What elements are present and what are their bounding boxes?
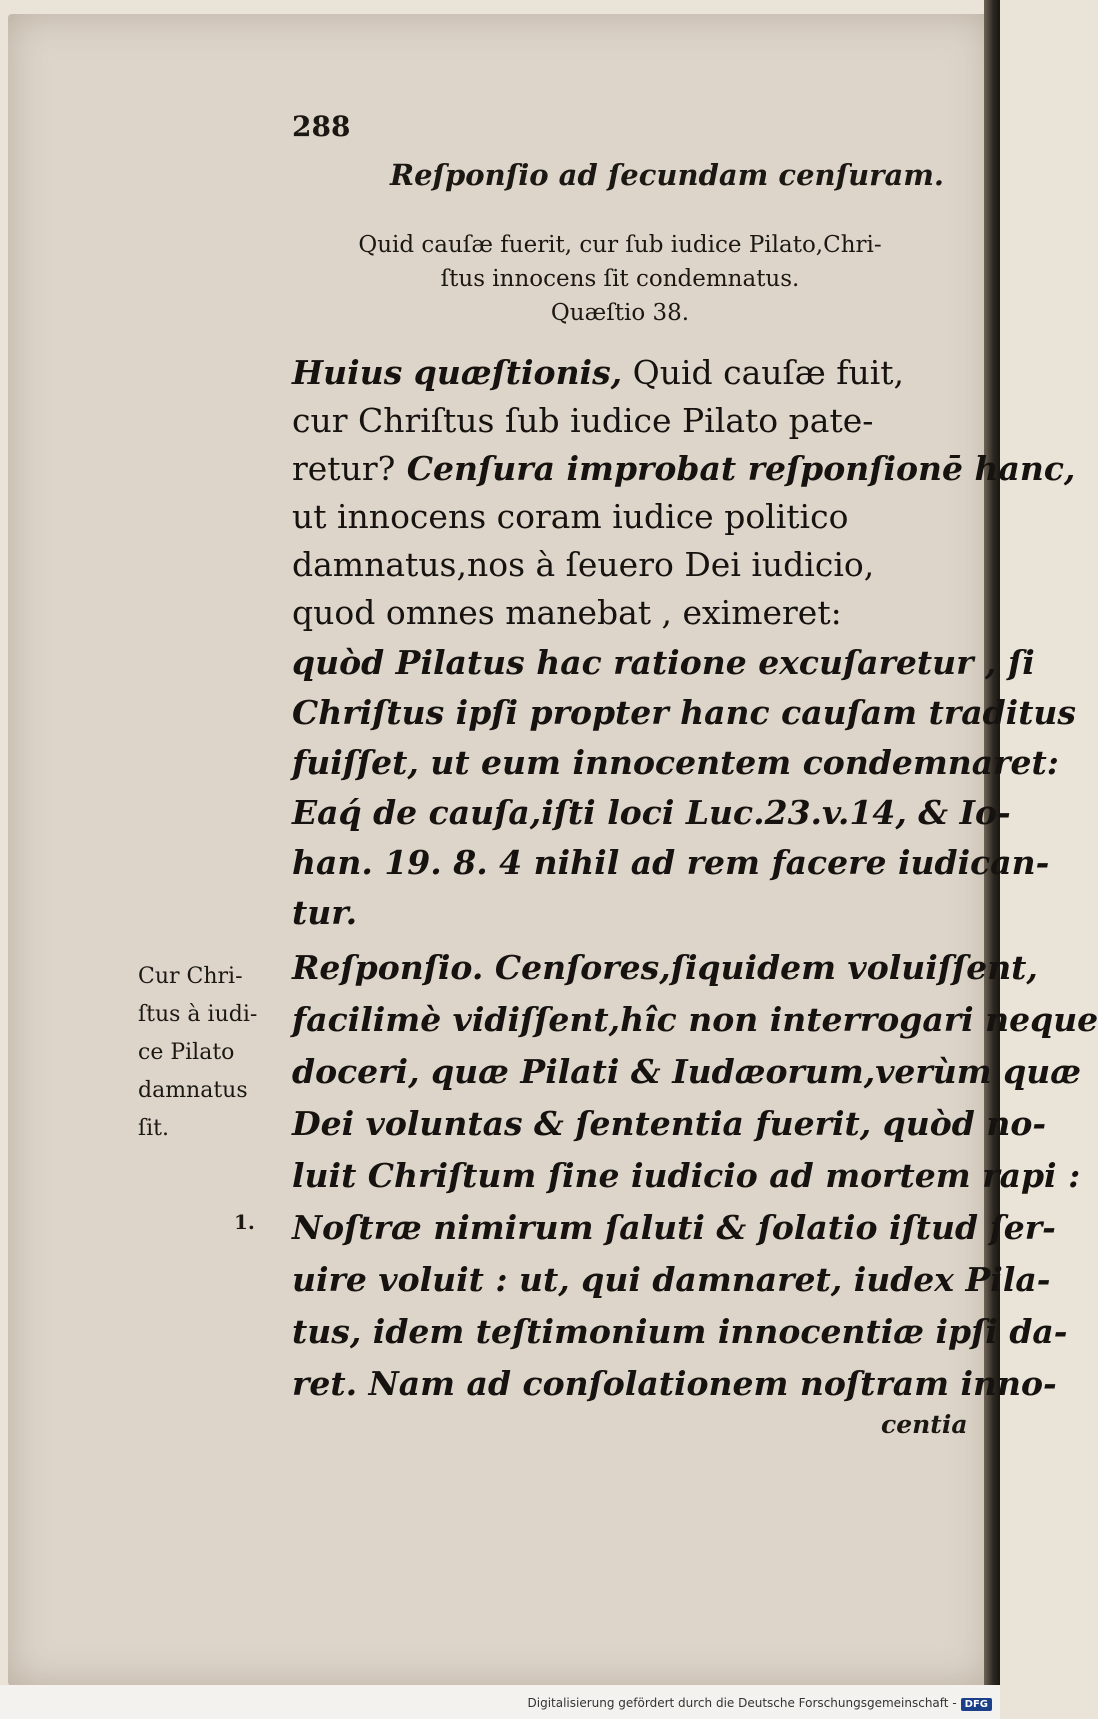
question-number: Quæſtio 38.: [550, 300, 690, 326]
page-number: 288: [292, 110, 351, 143]
question-title-line: Quid cauſæ fuerit, cur ſub iudice Pilato,Chri-: [358, 232, 882, 258]
catchword: centia: [881, 1410, 968, 1439]
marginal-note-line: Cur Chri-: [138, 964, 243, 989]
text-line: doceri, quæ Pilati & Iudæorum,verùm quæ: [292, 1052, 1082, 1091]
marginal-note: [138, 958, 288, 1148]
text-line: Noſtræ nimirum ſaluti & ſolatio iſtud ſer-: [292, 1208, 1056, 1247]
text-line: fuiſſet, ut eum innocentem condemnaret:: [292, 743, 1059, 782]
marginal-note-line: ſit.: [138, 1116, 170, 1141]
text-span: Cenſura improbat reſponſionē hanc,: [395, 449, 1076, 488]
credit-text: Digitalisierung gefördert durch die Deutsche Forschungsgemeinschaft -: [527, 1696, 957, 1710]
text-line: quod omnes manebat , eximeret:: [292, 593, 842, 632]
footer-bar: [0, 1685, 1000, 1719]
text-line: Reſponſio. Cenſores,ſiquidem voluiſſent,: [292, 948, 1038, 987]
text-line: facilimè vidiſſent,hîc non interrogari neque: [292, 1000, 1098, 1039]
marginal-note-line: ſtus à iudi-: [138, 1002, 258, 1027]
marginal-number: 1.: [234, 1210, 255, 1234]
marginal-note-line: ce Pilato: [138, 1040, 235, 1065]
text-line: Dei voluntas & ſententia fuerit, quòd no-: [292, 1104, 1047, 1143]
text-line: Chriſtus ipſi propter hanc cauſam traditus: [292, 693, 1077, 732]
text-line: luit Chriſtum ſine iudicio ad mortem rapi :: [292, 1156, 1081, 1195]
text-span: Quid cauſæ fuit,: [622, 353, 905, 392]
text-line: tur.: [292, 893, 358, 932]
text-line: Eaq́ de cauſa,iſti loci Luc.23.v.14, & Io-: [292, 793, 1011, 832]
text-line: [292, 353, 904, 392]
text-line: uire voluit : ut, qui damnaret, iudex Pila-: [292, 1260, 1051, 1299]
text-span: retur?: [292, 449, 396, 488]
text-line: [292, 449, 1075, 488]
text-line: ut innocens coram iudice politico: [292, 497, 849, 536]
text-line: tus, idem teſtimonium innocentiæ ipſi da-: [292, 1312, 1068, 1351]
question-title-line: ſtus innocens ſit condemnatus.: [440, 266, 800, 292]
text-line: quòd Pilatus hac ratione excuſaretur , ſi: [292, 643, 1035, 682]
running-title: Reſponſio ad ſecundam cenſuram.: [390, 158, 945, 192]
question-heading: [300, 228, 940, 330]
text-span: Huius quæſtionis,: [292, 353, 623, 392]
digitization-credit: [528, 1696, 993, 1711]
text-line: ret. Nam ad conſolationem noſtram inno-: [292, 1364, 1057, 1403]
text-line: han. 19. 8. 4 nihil ad rem facere iudican-: [292, 843, 1050, 882]
dfg-logo: DFG: [961, 1698, 992, 1711]
text-line: cur Chriſtus ſub iudice Pilato pate-: [292, 401, 874, 440]
marginal-note-line: damnatus: [138, 1078, 248, 1103]
text-line: damnatus,nos à ſeuero Dei iudicio,: [292, 545, 875, 584]
